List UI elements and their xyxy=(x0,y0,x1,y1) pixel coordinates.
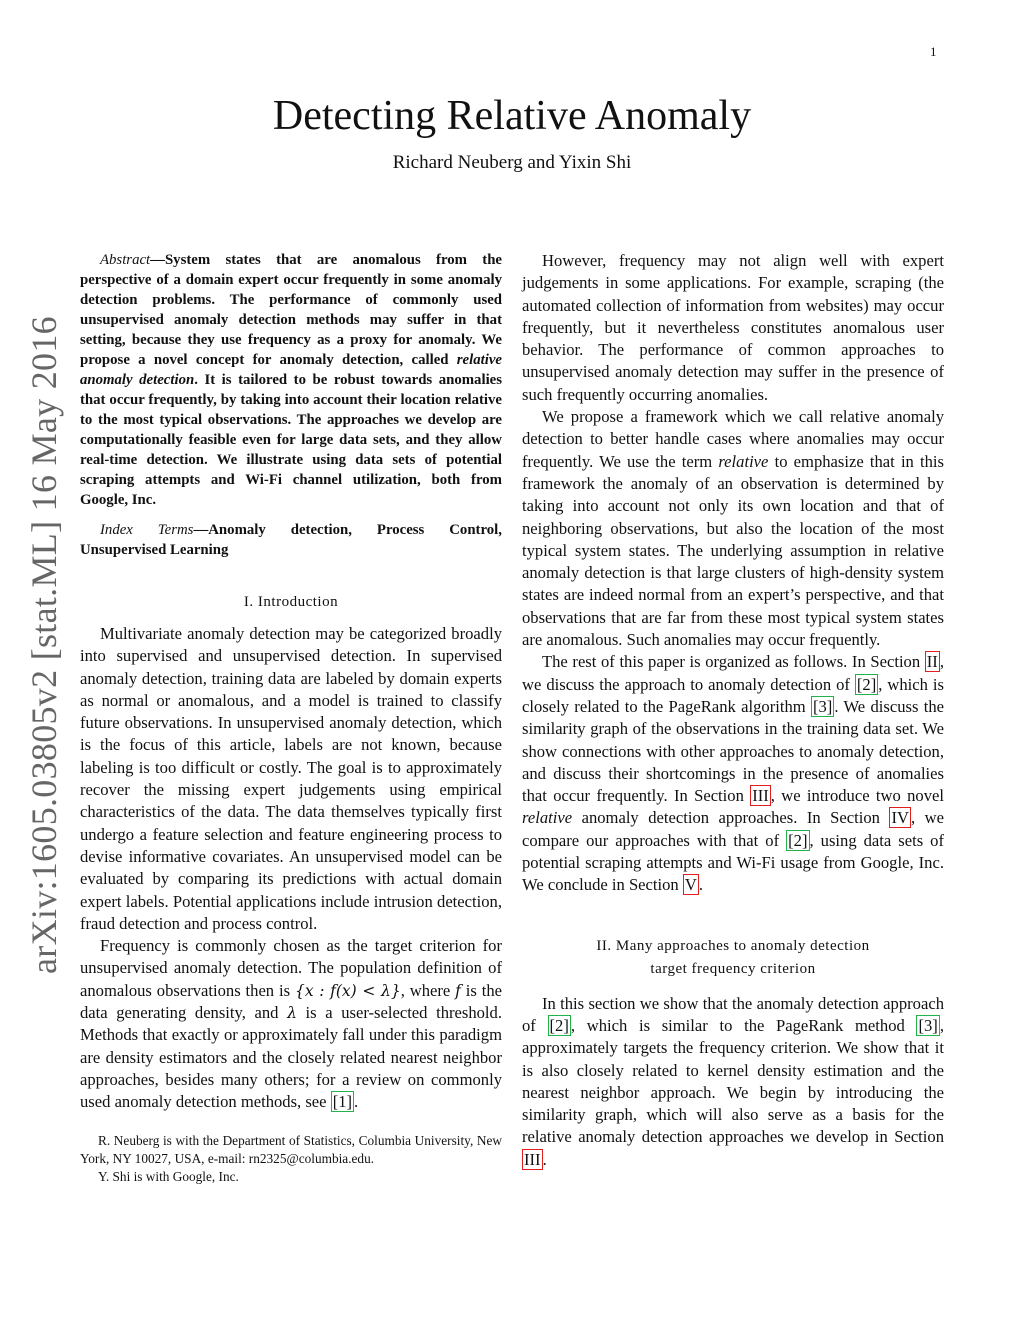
abstract-emphasis: relative anomaly detection xyxy=(80,352,502,388)
section-link-iii-b[interactable]: III xyxy=(524,1149,541,1169)
intro-paragraph-2 xyxy=(80,935,502,1113)
right-p2-emphasis: relative xyxy=(718,451,769,471)
s2-text-d: . xyxy=(542,1149,547,1169)
intro-p2-text-a: Frequency is commonly chosen as the target criterion for unsupervised anomaly detection. The population definition of anomalous observations then is xyxy=(80,936,502,1000)
intro-p2-text-e: . xyxy=(354,1092,359,1112)
footnote-shi: Y. Shi is with Google, Inc. xyxy=(98,1168,239,1184)
right-paragraph-1: However, frequency may not align well with expert judgements in some applications. For example, scraping (the automated collection of information from websites) may occur frequently, but it nevertheless constitutes anomalous user behavior. The performance of common approaches to unsupervised anomaly detection may suffer in the presence of such frequently occurring anomalies. xyxy=(522,251,944,404)
right-p2-text-a: We propose a framework which we call relative anomaly detection to better handle cases where anomalies may occur frequently. We use the term xyxy=(522,407,944,471)
footnote-neuberg: R. Neuberg is with the Department of Statistics, Columbia University, New York, NY 10027, USA, e-mail: rn2325@columbia.edu. xyxy=(80,1132,502,1166)
paper-authors: Richard Neuberg and Yixin Shi xyxy=(392,152,632,173)
section-ii-paragraph-1 xyxy=(522,993,944,1171)
intro-p2-text-c: is the data generating density, and xyxy=(80,980,503,1023)
right-p3-text-h: , using data sets of potential scraping attempts and Wi-Fi usage from Google, Inc. We conclude in Section xyxy=(522,830,944,895)
intro-paragraph-1: Multivariate anomaly detection may be categorized broadly into supervised and unsupervised detection. In supervised anomaly detection, training data are labeled by domain experts as normal or anomalous, and a model is trained to classify future observations. In unsupervised anomaly detection, which is the focus of this article, labels are not known, because labeling is too difficult or costly. The goal is to approximately recover the missing expert judgements using empirical characteristics of the data. The data themselves typically first undergo a feature selection and feature engineering process to devise informative covariates. An unsupervised model can be evaluated by comparing its predictions with actual domain expert labels. Potential applications include intrusion detection, fraud detection and process control. xyxy=(80,624,502,933)
math-set-definition: {x : f(x) < λ} xyxy=(294,981,401,1000)
math-lambda: λ xyxy=(287,1004,297,1023)
section-heading-ii xyxy=(522,935,944,981)
index-terms-label: Index Terms xyxy=(100,522,194,538)
right-p3-text-g: , we compare our approaches with that of xyxy=(522,808,944,850)
s2-text-a: In this section we show that the anomaly detection approach of xyxy=(522,993,944,1035)
right-paragraph-3 xyxy=(522,651,944,896)
abstract-text-b: . It is tailored to be robust towards anomalies that occur frequently, by taking into account their location relative to the most typical observations. The approaches we develop are computationally feasible even for large data sets, and they allow real-time detection. We illustrate using data sets of potential scraping attempts and Wi-Fi channel utilization, both from Google, Inc. xyxy=(80,372,503,508)
right-p3-text-b: , we discuss the approach to anomaly detection of xyxy=(522,652,944,694)
right-p3-text-d: . We discuss the similarity graph of the observations in the training data set. We show connections with other approaches to anomaly detection, and discuss their shortcomings in the presence of anomalies that occur frequently. In Section xyxy=(522,696,944,806)
abstract-separator: — xyxy=(150,252,165,268)
citation-link-2b[interactable]: [2] xyxy=(788,830,808,850)
index-terms-text: Anomaly detection, Process Control, Unsupervised Learning xyxy=(80,522,502,558)
index-terms xyxy=(80,520,502,560)
paper-title: Detecting Relative Anomaly xyxy=(272,93,752,139)
citation-link-2[interactable]: [2] xyxy=(856,674,877,694)
page-number: 1 xyxy=(930,44,937,59)
section-heading-introduction: I. Introduction xyxy=(243,594,339,610)
citation-link-3b[interactable]: [3] xyxy=(918,1015,938,1035)
section-link-iv[interactable]: IV xyxy=(891,808,909,828)
section-ii-heading-line1: II. Many approaches to anomaly detection xyxy=(596,937,870,954)
citation-link-2c[interactable]: [2] xyxy=(549,1015,569,1035)
s2-text-b: , which is similar to the PageRank method xyxy=(570,1015,917,1035)
right-p3-text-i: . xyxy=(698,875,704,895)
abstract-label: Abstract xyxy=(100,252,151,268)
section-ii-heading-line2: target frequency criterion xyxy=(650,960,816,977)
arxiv-identifier: arXiv:1605.03805v2 [stat.ML] 16 May 2016 xyxy=(24,316,64,974)
index-terms-separator: — xyxy=(193,522,209,538)
citation-link-1[interactable]: [1] xyxy=(332,1092,353,1112)
citation-link-3[interactable]: [3] xyxy=(812,696,833,716)
right-p3-text-e: , we introduce two novel xyxy=(770,786,944,806)
intro-p2-text-d: is a user-selected threshold. Methods that exactly or approximately fall under this paradigm are density estimators and the closely related nearest neighbor approaches, besides many others; for a review on commonly used anomaly detection methods, see xyxy=(80,1003,502,1112)
math-f: f xyxy=(455,981,461,1000)
right-p3-text-c: , which is closely related to the PageRank algorithm xyxy=(522,674,944,716)
section-link-iii[interactable]: III xyxy=(752,786,769,806)
right-column xyxy=(522,250,944,1171)
right-p3-text-a: The rest of this paper is organized as follows. In Section xyxy=(542,652,925,672)
right-p3-emphasis: relative xyxy=(522,808,573,828)
right-paragraph-2 xyxy=(522,406,944,651)
intro-p2-text-b: , where xyxy=(400,980,456,1000)
right-p2-text-b: to emphasize that in this framework the anomaly of an observation is determined by taking into account not only its own location and that of neighboring observations, but also the location of the most typical system states. The underlying assumption in relative anomaly detection is that large clusters of high-density system states are indeed normal from an expert’s perspective, and that observations that are far from these most typical system states are anomalous. Such anomalies may occur frequently. xyxy=(522,451,944,650)
section-link-v[interactable]: V xyxy=(684,875,697,895)
abstract-text-a: System states that are anomalous from the perspective of a domain expert occur frequently in some anomaly detection problems. The performance of commonly used unsupervised anomaly detection methods may suffer in that setting, because they use frequency as a proxy for anomaly. We propose a novel concept for anomaly detection, called xyxy=(80,252,502,368)
section-link-ii[interactable]: II xyxy=(926,652,938,672)
right-p3-text-f: anomaly detection approaches. In Section xyxy=(572,808,890,828)
left-column xyxy=(80,250,502,1186)
abstract xyxy=(80,250,502,510)
s2-text-c: , approximately targets the frequency criterion. We show that it is also closely related to kernel density estimation and the nearest neighbor approach. We begin by introducing the similarity graph, which will also serve as a basis for the relative anomaly detection approaches we develop in Section xyxy=(522,1015,944,1147)
